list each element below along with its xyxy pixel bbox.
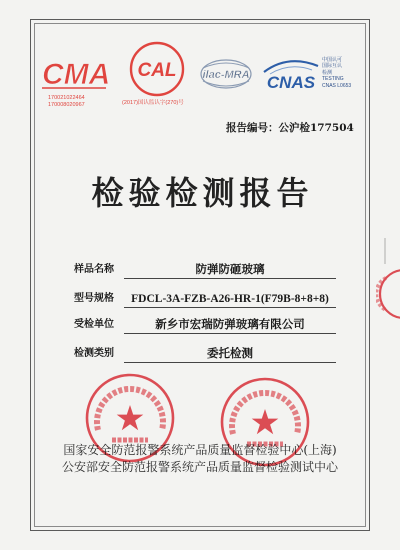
edge-fold-mark [382, 238, 388, 264]
field-value-model: FDCL-3A-FZB-A26-HR-1(F79B-8+8+8) [124, 291, 336, 308]
edge-seal-ring [380, 270, 400, 318]
cma-logo-text: CMA [42, 58, 111, 91]
official-seal-left [84, 372, 176, 464]
cnas-line-4: TESTING [322, 76, 344, 83]
field-value-inspected-unit: 新乡市宏瑞防弹玻璃有限公司 [124, 317, 336, 334]
cnas-logo [260, 52, 322, 96]
cal-logo-text: CAL [137, 60, 177, 81]
cal-caption: (2017)国认监认字(270)号 [122, 100, 184, 106]
ilac-mra-logo [195, 54, 257, 98]
field-label-test-category: 检测类别 [74, 348, 114, 359]
cal-logo [128, 40, 186, 98]
cnas-line-5: CNAS L0653 [322, 82, 352, 89]
issuer-line-2: 公安部安全防范报警系统产品质量监督检验测试中心 [61, 460, 338, 474]
seal-right-star-icon [252, 409, 279, 434]
field-label-inspected-unit: 受检单位 [74, 319, 114, 330]
issuer-line-1: 国家安全防范报警系统产品质量监督检验中心(上海) [63, 443, 337, 457]
field-value-sample-name: 防弹防砸玻璃 [124, 262, 336, 279]
edge-seal-lettering [376, 278, 386, 310]
ilac-logo-text: ilac-MRA [202, 69, 250, 81]
cnas-line-2: 国际互认 [322, 63, 343, 70]
cnas-line-3: 检测 [322, 69, 333, 76]
cma-number-1: 170021022464 [48, 95, 85, 101]
document-title: 检验检测报告 [91, 174, 314, 212]
cma-logo [40, 50, 112, 92]
field-value-test-category: 委托检测 [124, 346, 336, 363]
cnas-line-1: 中国认可 [322, 57, 343, 63]
cnas-logo-text: CNAS [266, 73, 316, 92]
cma-number-2: 170008020967 [48, 102, 85, 108]
report-number: 报告编号：公沪检177504 [226, 122, 354, 134]
field-label-sample-name: 样品名称 [74, 264, 114, 275]
official-seal-right [219, 376, 311, 468]
edge-partial-seal [376, 262, 400, 326]
cnas-accreditation-text [322, 57, 351, 89]
field-label-model: 型号规格 [74, 293, 114, 304]
seal-left-star-icon [117, 405, 144, 430]
